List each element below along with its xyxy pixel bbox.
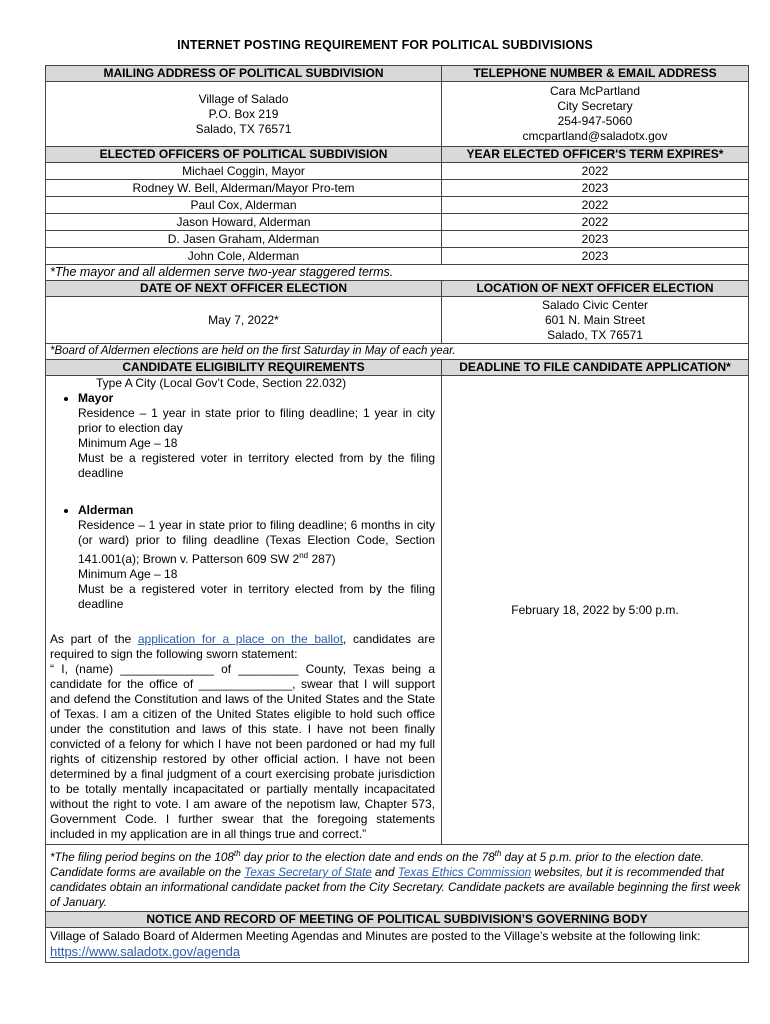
sworn-statement: “ I, (name) ______________ of _________ County, Texas being a candidate for the office of ______________, swear that I will support and defend the Constitution and laws of the United States and the State of Texas. I am a citizen of the United States eligible to hold such office under the constitution and laws of this state. I have not been finally convicted of a felony for which I have not been pardoned or had my full rights of citizenship restored by other official action. I have not been determined by a final judgment of a court exercising probate jurisdiction to be totally mentally incapacitated or partially mentally incapacitated without the right to vote. I am aware of the nepotism law, Chapter 573, Government Code. I further swear that the foregoing statements included in my application are in all things true and correct.” (50, 662, 435, 841)
election-date-header: DATE OF NEXT OFFICER ELECTION (46, 281, 442, 297)
officer-row (46, 231, 749, 248)
term-expires-header: YEAR ELECTED OFFICER'S TERM EXPIRES* (442, 147, 749, 163)
election-location-line: Salado Civic Center (541, 297, 649, 312)
eligibility-list (50, 391, 435, 612)
contact-person: Cara McPartland (549, 84, 641, 98)
officer-term-year: 2023 (442, 180, 749, 197)
notice-cell (46, 927, 749, 962)
filing-note-text: websites, but it is recommended that candidates obtain an informational candidate packet from the City Secretary. Candidate packets are available beginning the first week of January. (50, 865, 741, 909)
contact-cell (442, 82, 749, 147)
election-location-header: LOCATION OF NEXT OFFICER ELECTION (442, 281, 749, 297)
filing-note-sup: th (233, 849, 241, 858)
mayor-age: Minimum Age – 18 (78, 436, 178, 450)
alderman-residence (78, 518, 435, 567)
contact-role: City Secretary (557, 99, 633, 113)
mailing-name: Village of Salado (198, 91, 289, 106)
oath-intro-text: As part of the (50, 632, 138, 646)
oath-intro (50, 632, 435, 662)
filing-deadline: February 18, 2022 by 5:00 p.m. (442, 376, 749, 845)
alderman-residence-text: Residence – 1 year in state prior to filing deadline; 6 months in city (or ward) prior to filing deadline (Texas Election Code, Section 141.001(a); Brown v. Patterson 609 SW 2 (78, 518, 435, 566)
deadline-header: DEADLINE TO FILE CANDIDATE APPLICATION* (442, 360, 749, 376)
officer-row (46, 214, 749, 231)
alderman-residence-sup: nd (299, 551, 309, 560)
list-item (78, 391, 435, 481)
election-location-line: 601 N. Main Street (544, 312, 646, 327)
officer-name: D. Jasen Graham, Alderman (46, 231, 442, 248)
election-note: *Board of Aldermen elections are held on the first Saturday in May of each year. (46, 344, 749, 360)
mailing-city: Salado, TX 76571 (195, 121, 292, 136)
officer-term-year: 2022 (442, 197, 749, 214)
eligibility-cell (46, 376, 442, 845)
officer-term-year: 2022 (442, 214, 749, 231)
mayor-title: • Mayor (78, 391, 114, 405)
filing-note-text: day prior to the election date and ends on the 78 (240, 850, 495, 864)
officer-row (46, 248, 749, 265)
election-date: May 7, 2022* (46, 297, 442, 344)
officer-name: Paul Cox, Alderman (46, 197, 442, 214)
secretary-of-state-link[interactable]: Texas Secretary of State (244, 865, 372, 879)
posting-form-table (45, 65, 749, 963)
contact-header: TELEPHONE NUMBER & EMAIL ADDRESS (442, 66, 749, 82)
mayor-voter: Must be a registered voter in territory elected from by the filing deadline (78, 451, 435, 480)
officer-term-year: 2023 (442, 248, 749, 265)
alderman-voter: Must be a registered voter in territory elected from by the filing deadline (78, 582, 435, 611)
mailing-box: P.O. Box 219 (208, 106, 279, 121)
alderman-age: Minimum Age – 18 (78, 567, 178, 581)
ballot-application-link[interactable]: application for a place on the ballot (137, 632, 344, 646)
mailing-address-cell (46, 82, 442, 147)
filing-note-text: *The filing period begins on the 108 (50, 850, 234, 864)
page-title: INTERNET POSTING REQUIREMENT FOR POLITICAL SUBDIVISIONS (177, 38, 593, 52)
officer-name: Michael Coggin, Mayor (46, 163, 442, 180)
officer-row (46, 197, 749, 214)
city-type: Type A City (Local Gov’t Code, Section 22.032) (96, 376, 347, 390)
mayor-residence: Residence – 1 year in state prior to filing deadline; 1 year in city prior to election day (78, 406, 435, 435)
officer-row (46, 163, 749, 180)
eligibility-header: CANDIDATE ELIGIBILITY REQUIREMENTS (46, 360, 442, 376)
officer-row (46, 180, 749, 197)
mailing-header: MAILING ADDRESS OF POLITICAL SUBDIVISION (46, 66, 442, 82)
officers-header: ELECTED OFFICERS OF POLITICAL SUBDIVISION (46, 147, 442, 163)
alderman-title: • Alderman (78, 503, 134, 517)
filing-note-sup: th (494, 849, 502, 858)
list-item (78, 503, 435, 612)
contact-phone: 254-947-5060 (557, 114, 633, 128)
oath-intro-text-end: , candidates are required to sign the following sworn statement: (50, 632, 435, 661)
filing-note-text: day at 5 p.m. prior to the election date. Candidate forms are available on the (50, 850, 704, 879)
officer-term-year: 2022 (442, 163, 749, 180)
notice-text: Village of Salado Board of Aldermen Meeting Agendas and Minutes are posted to the Village’s website at the following link: (50, 928, 701, 943)
officers-note: *The mayor and all aldermen serve two-year staggered terms. (46, 265, 749, 281)
officer-name: John Cole, Alderman (46, 248, 442, 265)
ethics-commission-link[interactable]: Texas Ethics Commission (397, 865, 532, 879)
alderman-residence-text-end: 287) (308, 552, 336, 566)
filing-note-text: and (371, 865, 398, 879)
notice-header: NOTICE AND RECORD OF MEETING OF POLITICAL SUBDIVISION’S GOVERNING BODY (46, 911, 749, 927)
officer-name: Jason Howard, Alderman (46, 214, 442, 231)
filing-note (46, 845, 749, 912)
officer-name: Rodney W. Bell, Alderman/Mayor Pro-tem (46, 180, 442, 197)
contact-email: cmcpartland@saladotx.gov (522, 129, 668, 143)
election-location-cell (442, 297, 749, 344)
officer-term-year: 2023 (442, 231, 749, 248)
election-location-line: Salado, TX 76571 (547, 327, 643, 342)
agenda-link[interactable]: https://www.saladotx.gov/agenda (50, 943, 241, 959)
